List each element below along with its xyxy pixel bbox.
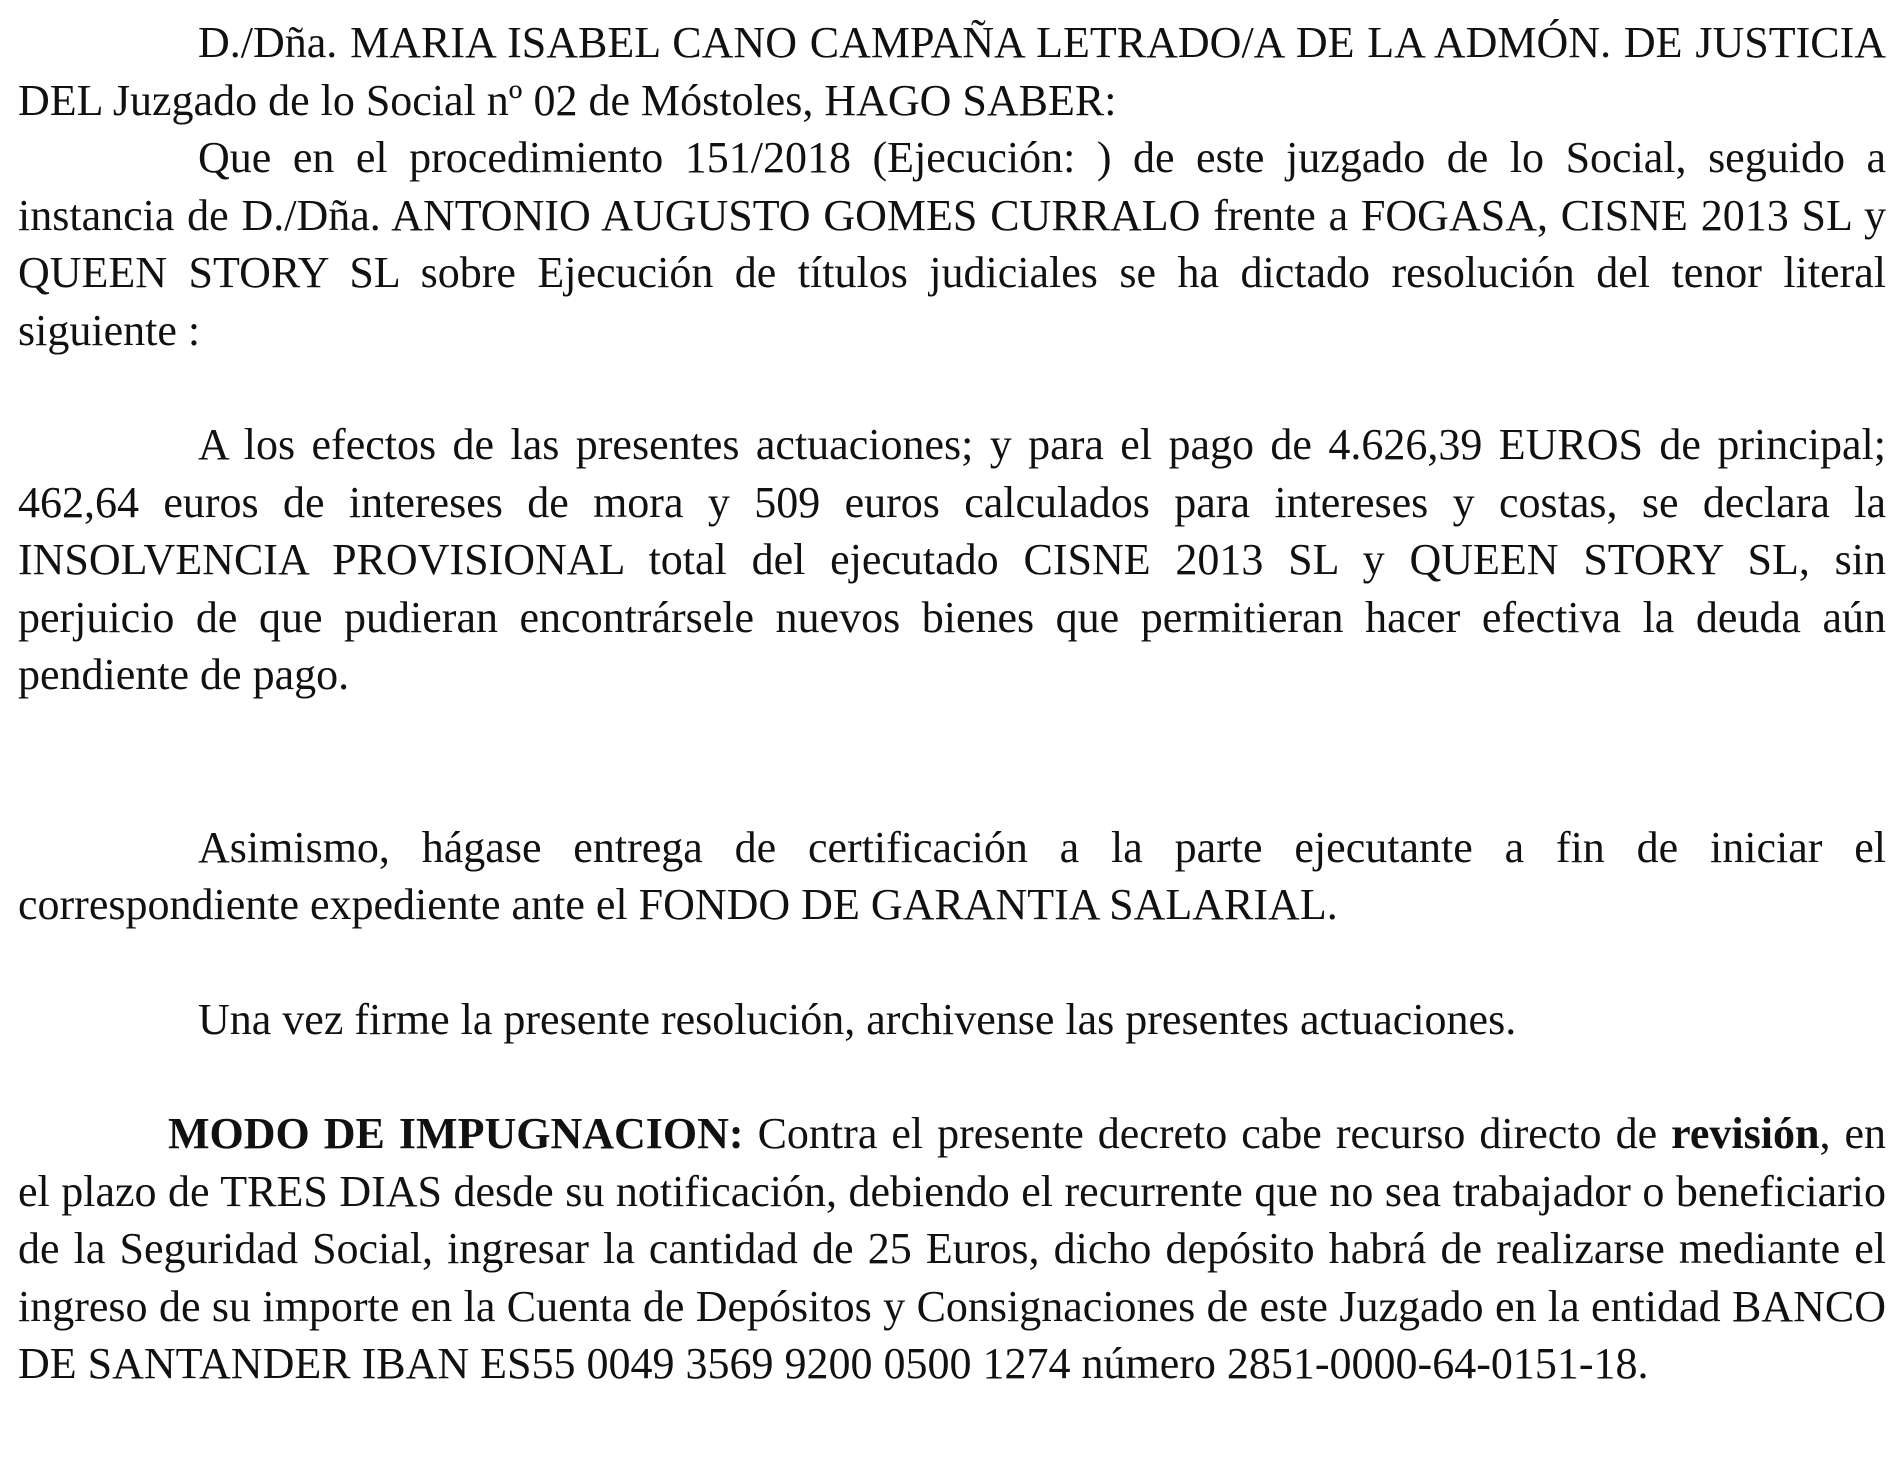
impugnacion-heading: MODO DE IMPUGNACION: (168, 1109, 744, 1158)
spacer (18, 1048, 1886, 1105)
asimismo-paragraph: Asimismo, hágase entrega de certificación a la parte ejecutante a fin de iniciar el correspondiente expediente ante el FONDO DE GARANTIA SALARIAL. (18, 822, 1886, 929)
spacer (18, 704, 1886, 819)
impugnacion-bold-word: revisión (1671, 1109, 1820, 1158)
header-paragraph: D./Dña. MARIA ISABEL CANO CAMPAÑA LETRADO/A DE LA ADMÓN. DE JUSTICIA DEL Juzgado de lo Social nº 02 de Móstoles, HAGO SABER: (18, 18, 1886, 125)
spacer (18, 934, 1886, 991)
insolvencia-paragraph: A los efectos de las presentes actuaciones; y para el pago de 4.626,39 EUROS de principal; 462,64 euros de intereses de mora y 509 euros calculados para intereses y costas, se declara la INSOLVENCIA PROVISIONAL total del ejecutado CISNE 2013 SL y QUEEN STORY SL, sin perjuicio de que pudieran encontrársele nuevos bienes que permitieran hacer efectiva la deuda aún pendiente de pago. (18, 420, 1886, 699)
spacer (18, 359, 1886, 416)
document-page (18, 14, 1886, 1393)
impugnacion-text-b: , en el plazo de TRES DIAS desde su notificación, debiendo el recurrente que no sea trabajador o beneficiario de la Seguridad Social, ingresar la cantidad de 25 Euros, dicho depósito habrá de realizarse mediante el ingreso de su importe en la Cuenta de Depósitos y Consignaciones de este Juzgado en la entidad BANCO DE SANTANDER IBAN ES55 0049 3569 9200 0500 1274 número 2851-0000-64-0151-18. (18, 1109, 1886, 1388)
archivo-paragraph: Una vez firme la presente resolución, archivense las presentes actuaciones. (198, 994, 1517, 1044)
intro-paragraph: Que en el procedimiento 151/2018 (Ejecución: ) de este juzgado de lo Social, seguido a instancia de D./Dña. ANTONIO AUGUSTO GOMES CURRALO frente a FOGASA, CISNE 2013 SL y QUEEN STORY SL sobre Ejecución de títulos judiciales se ha dictado resolución del tenor literal siguiente : (18, 133, 1886, 355)
impugnacion-paragraph (18, 1105, 1886, 1393)
impugnacion-text-a: Contra el presente decreto cabe recurso directo de (743, 1109, 1672, 1158)
